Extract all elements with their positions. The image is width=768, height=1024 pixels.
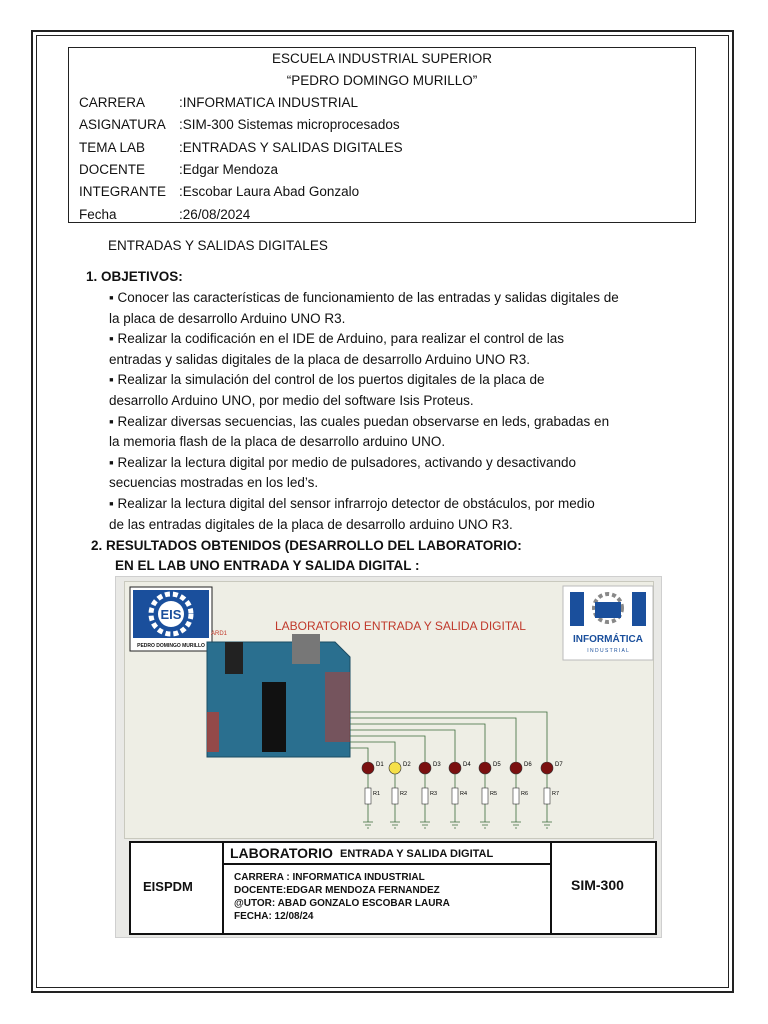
resistor-label: R6 (521, 791, 529, 797)
title-block-carrera: CARRERA : INFORMATICA INDUSTRIAL (234, 872, 425, 883)
title-block (129, 841, 657, 935)
led-label: D5 (493, 762, 501, 768)
led (362, 762, 374, 774)
ground-symbol (420, 822, 430, 828)
objective-line: ▪ Realizar diversas secuencias, las cuales puedan observarse en leds, grabadas en (109, 413, 610, 429)
header-box (68, 47, 696, 223)
objective-line: ▪ Realizar la lectura digital por medio de pulsadores, activando y desactivando (109, 454, 577, 470)
header-value: :INFORMATICA INDUSTRIAL (179, 95, 359, 110)
led (389, 762, 401, 774)
resistor-label: R4 (460, 791, 468, 797)
header-value: :26/08/2024 (179, 206, 251, 222)
title-block-lab-rest: ENTRADA Y SALIDA DIGITAL (340, 848, 494, 860)
title-block-autor-value: ABAD GONZALO ESCOBAR LAURA (277, 898, 450, 909)
eis-logo (130, 587, 212, 651)
led (479, 762, 491, 774)
section2-heading: 2. RESULTADOS OBTENIDOS (DESARROLLO DEL LABORATORIO: (91, 538, 522, 553)
circuit-diagram (125, 582, 655, 840)
header-value: :Edgar Mendoza (179, 161, 279, 177)
document-title: ENTRADAS Y SALIDAS DIGITALES (108, 238, 328, 253)
led (419, 762, 431, 774)
header-label: Fecha (79, 206, 117, 222)
header-value: :Escobar Laura Abad Gonzalo (179, 184, 360, 200)
header-label: DOCENTE (79, 161, 146, 177)
header-value: :ENTRADAS Y SALIDAS DIGITALES (179, 139, 403, 155)
school-name: “PEDRO DOMINGO MURILLO” (286, 73, 478, 88)
objective-line: ▪ Realizar la lectura digital del sensor infrarrojo detector de obstáculos, por medio (109, 496, 595, 511)
objective-line: la memoria flash de la placa de desarrollo arduino UNO. (109, 434, 446, 450)
board-ref: ARD1 (211, 631, 228, 637)
ground-symbol (390, 822, 400, 828)
title-block-fecha: FECHA: 12/08/24 (234, 911, 314, 922)
led-label: D3 (433, 762, 441, 768)
title-block-docente: DOCENTE:EDGAR MENDOZA FERNANDEZ (234, 885, 440, 896)
informatica-logo-title: INFORMÁTICA (573, 634, 643, 645)
header-label: INTEGRANTE (79, 184, 167, 200)
led-label: D7 (555, 762, 563, 768)
title-block-autor-label: @UTOR: (234, 898, 276, 909)
resistor (482, 788, 488, 804)
objective-line: ▪ Realizar la simulación del control de los puertos digitales de la placa de (109, 372, 545, 388)
svg-text:EIS: EIS (160, 607, 182, 622)
schematic-figure (115, 576, 662, 938)
title-block-info (234, 871, 450, 923)
title-block-lab-word: LABORATORIO (230, 845, 333, 861)
resistor (392, 788, 398, 804)
resistor-label: R2 (400, 791, 408, 797)
led-array (362, 762, 563, 828)
led (449, 762, 461, 774)
led (510, 762, 522, 774)
led-label: D6 (524, 762, 532, 768)
title-block-left: EISPDM (143, 879, 193, 894)
objective-line: secuencias mostradas en los led’s. (109, 475, 319, 491)
header-label: TEMA LAB (79, 139, 146, 155)
wires (350, 712, 547, 762)
header-label: CARRERA (79, 95, 146, 110)
schematic-title: LABORATORIO ENTRADA Y SALIDA DIGITAL (275, 619, 526, 633)
resistor (365, 788, 371, 804)
objective-line: ▪ Conocer las características de funcionamiento de las entradas y salidas digitales de (109, 290, 619, 305)
led-label: D2 (403, 762, 411, 768)
objective-line: ▪ Realizar la codificación en el IDE de Arduino, para realizar el control de las (109, 331, 565, 347)
ground-symbol (450, 822, 460, 828)
resistor (544, 788, 550, 804)
objective-line: de las entradas digitales de la placa de desarrollo arduino UNO R3. (109, 516, 513, 532)
informatica-logo (563, 586, 653, 660)
schematic-area (124, 581, 654, 839)
informatica-logo-sub: I N D U S T R I A L (587, 648, 629, 654)
resistor-label: R5 (490, 791, 498, 797)
title-block-autor (234, 897, 450, 910)
objective-line: desarrollo Arduino UNO, por medio del software Isis Proteus. (109, 393, 474, 408)
resistor (452, 788, 458, 804)
ground-symbol (363, 822, 373, 828)
resistor (422, 788, 428, 804)
objective-line: la placa de desarrollo Arduino UNO R3. (109, 310, 346, 326)
resistor-label: R7 (552, 791, 560, 797)
resistor (513, 788, 519, 804)
resistor-label: R1 (373, 791, 381, 797)
header-value: :SIM-300 Sistemas microprocesados (179, 117, 400, 133)
led (541, 762, 553, 774)
arduino-board (207, 634, 350, 757)
header-label: ASIGNATURA (79, 117, 166, 133)
ground-symbol (542, 822, 552, 828)
ground-symbol (511, 822, 521, 828)
ground-symbol (480, 822, 490, 828)
title-block-right: SIM-300 (571, 877, 624, 893)
led-label: D4 (463, 762, 471, 768)
objective-line: entradas y salidas digitales de la placa de desarrollo Arduino UNO R3. (109, 351, 530, 367)
led-label: D1 (376, 762, 384, 768)
eis-logo-caption: PEDRO DOMINGO MURILLO (137, 643, 205, 649)
section1-heading: 1. OBJETIVOS: (86, 269, 183, 284)
resistor-label: R3 (430, 791, 438, 797)
school-title: ESCUELA INDUSTRIAL SUPERIOR (271, 51, 493, 66)
section2-subheading: EN EL LAB UNO ENTRADA Y SALIDA DIGITAL : (115, 558, 420, 573)
